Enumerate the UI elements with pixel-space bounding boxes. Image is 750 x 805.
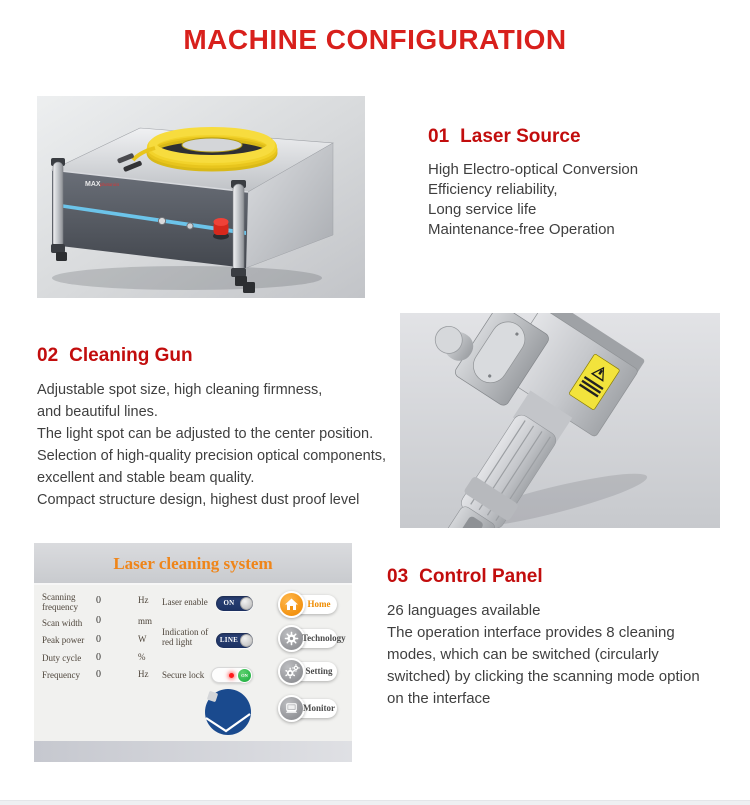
gear-icon	[278, 625, 305, 652]
menu-label: Home	[307, 599, 331, 609]
section-control-panel	[387, 566, 737, 710]
menu-button-monitor[interactable]	[280, 699, 337, 718]
section-02-line: The light spot can be adjusted to the center position.	[37, 426, 374, 442]
home-icon	[278, 591, 305, 618]
section-laser-source	[428, 126, 728, 240]
toggle-knob	[240, 634, 253, 647]
param-unit: W	[138, 634, 147, 644]
param-value: 0	[96, 634, 101, 645]
toggle-label: Laser enable	[162, 597, 208, 607]
toggle-knob	[240, 597, 253, 610]
param-label: Peak power	[42, 635, 85, 645]
param-value: 0	[96, 669, 101, 680]
section-03-line: 26 languages available	[387, 602, 541, 619]
toggle-label: Secure lock	[162, 670, 205, 680]
section-02-line: Adjustable spot size, high cleaning firmness,	[37, 382, 323, 398]
gears-icon	[278, 658, 305, 685]
laser-source-image	[37, 96, 365, 298]
scan-mode-option[interactable]	[204, 688, 252, 736]
section-02-line: Compact structure design, highest dust proof level	[37, 492, 360, 508]
section-03-heading: 03 Control Panel	[387, 566, 543, 587]
section-cleaning-gun	[37, 345, 437, 511]
secure-lock-toggle[interactable]	[211, 667, 253, 683]
section-01-line: Efficiency reliability,	[428, 181, 558, 198]
panel-title: Laser cleaning system	[113, 554, 273, 573]
param-label: Scan width	[42, 618, 83, 628]
section-02-heading: 02 Cleaning Gun	[37, 345, 193, 366]
laser-enable-toggle[interactable]	[216, 596, 253, 611]
emergency-stop-button	[213, 218, 229, 240]
param-label: Frequency	[42, 670, 80, 680]
menu-label: Setting	[305, 666, 333, 676]
brand-logo	[85, 181, 120, 188]
section-03-line: The operation interface provides 8 cleaning	[387, 624, 675, 641]
section-03-line: switched) by clicking the scanning mode option	[387, 668, 700, 685]
param-label: Duty cycle	[42, 653, 82, 663]
section-02-line: Selection of high-quality precision optical components,	[37, 448, 387, 464]
svg-text:MAX: MAX	[85, 181, 101, 188]
param-label: Scanning frequency	[42, 592, 78, 612]
section-02-line: and beautiful lines.	[37, 404, 158, 420]
menu-button-setting[interactable]	[280, 662, 337, 681]
param-unit: Hz	[138, 595, 149, 605]
param-value: 0	[96, 615, 101, 626]
menu-button-technology[interactable]	[280, 629, 346, 648]
toggle-label: Indication of red light	[162, 627, 209, 647]
page-title: MACHINE CONFIGURATION	[183, 24, 567, 55]
menu-label: Monitor	[303, 703, 335, 713]
param-unit: %	[138, 652, 146, 662]
secure-indicator-dot	[229, 673, 234, 678]
cleaning-gun-image	[400, 313, 720, 528]
section-03-line: modes, which can be switched (circularly	[387, 646, 659, 663]
toggle-knob: ON	[237, 668, 252, 683]
red-light-toggle[interactable]	[216, 633, 253, 648]
menu-label: Technology	[302, 633, 346, 643]
section-01-line: High Electro-optical Conversion	[428, 161, 639, 178]
section-01-line: Long service life	[428, 201, 537, 218]
param-unit: Hz	[138, 669, 149, 679]
svg-text:photonics: photonics	[100, 182, 120, 187]
menu-button-home[interactable]	[280, 595, 337, 614]
param-value: 0	[96, 595, 101, 606]
toggle-state: ON	[223, 599, 235, 607]
section-01-line: Maintenance-free Operation	[428, 221, 615, 238]
toggle-state: LINE	[219, 636, 239, 644]
panel-footer	[34, 741, 352, 762]
param-unit: mm	[138, 616, 153, 626]
control-panel-screen	[34, 543, 352, 762]
section-03-line: on the interface	[387, 690, 491, 707]
next-section-edge	[0, 800, 750, 805]
section-02-line: excellent and stable beam quality.	[37, 470, 255, 486]
section-01-heading: 01 Laser Source	[428, 126, 581, 147]
monitor-icon	[278, 695, 305, 722]
param-value: 0	[96, 652, 101, 663]
